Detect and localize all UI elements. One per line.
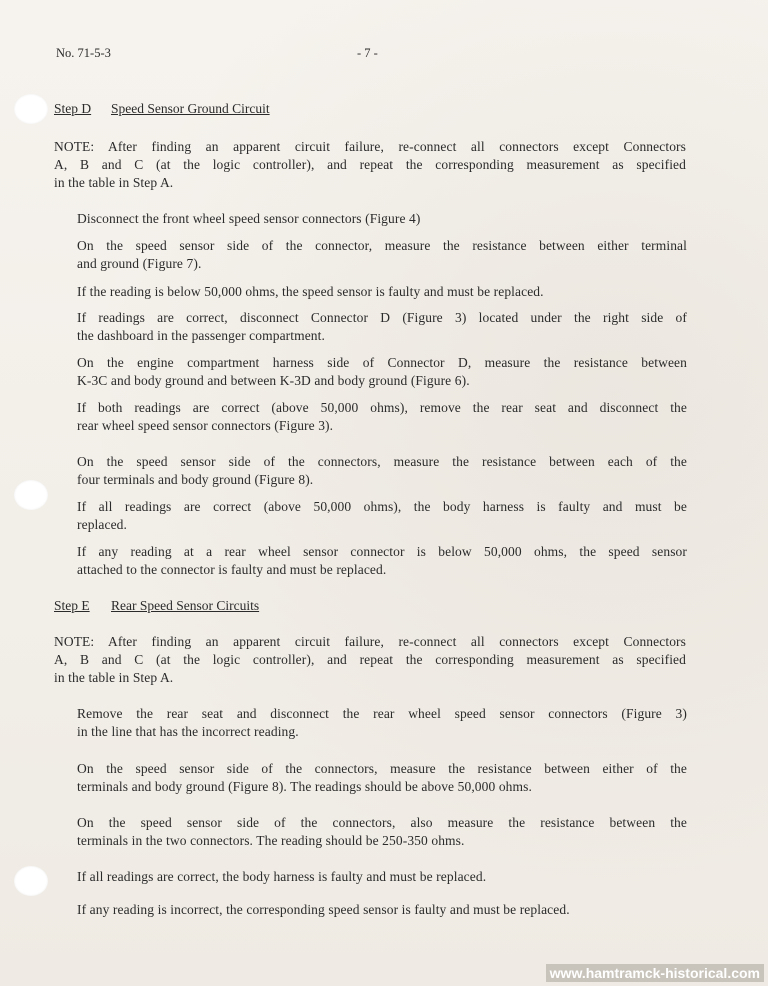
- punch-hole: [14, 866, 48, 896]
- step-d-paragraph: and ground (Figure 7).: [77, 256, 202, 271]
- step-d-paragraph: replaced.: [77, 517, 127, 532]
- step-e-paragraph: If any reading is incorrect, the corresponding speed sensor is faulty and must be replaced.: [77, 902, 570, 917]
- step-d-paragraph: If readings are correct, disconnect Connector D (Figure 3) located under the right side of: [77, 310, 687, 325]
- page-number: - 7 -: [357, 46, 378, 60]
- step-d-paragraph: the dashboard in the passenger compartment.: [77, 328, 325, 343]
- step-d-paragraph: four terminals and body ground (Figure 8).: [77, 472, 314, 487]
- step-d-paragraph: K-3C and body ground and between K-3D and body ground (Figure 6).: [77, 373, 470, 388]
- step-e-note-line: A, B and C (at the logic controller), and repeat the corresponding measurement as specified: [54, 652, 686, 667]
- punch-hole: [14, 94, 48, 124]
- step-e-paragraph: If all readings are correct, the body harness is faulty and must be replaced.: [77, 869, 487, 884]
- step-e-label: Step E: [54, 598, 90, 613]
- step-d-paragraph: Disconnect the front wheel speed sensor connectors (Figure 4): [77, 211, 421, 226]
- step-d-note-line: NOTE: After finding an apparent circuit failure, re-connect all connectors except Connectors: [54, 139, 686, 154]
- step-d-paragraph: On the speed sensor side of the connector, measure the resistance between either terminal: [77, 238, 687, 253]
- step-d-paragraph: rear wheel speed sensor connectors (Figure 3).: [77, 418, 334, 433]
- step-d-paragraph: If any reading at a rear wheel sensor connector is below 50,000 ohms, the speed sensor: [77, 544, 687, 559]
- step-e-paragraph: Remove the rear seat and disconnect the rear wheel speed sensor connectors (Figure 3): [77, 706, 687, 721]
- step-d-paragraph: If all readings are correct (above 50,000 ohms), the body harness is faulty and must be: [77, 499, 687, 514]
- step-d-paragraph: attached to the connector is faulty and must be replaced.: [77, 562, 387, 577]
- step-e-heading: [54, 598, 260, 614]
- step-d-label: Step D: [54, 101, 92, 116]
- step-d-paragraph: On the engine compartment harness side of Connector D, measure the resistance between: [77, 355, 687, 370]
- step-e-paragraph: in the line that has the incorrect reading.: [77, 724, 299, 739]
- website-watermark: www.hamtramck-historical.com: [546, 964, 764, 982]
- step-e-note-line: in the table in Step A.: [54, 670, 174, 685]
- step-e-paragraph: On the speed sensor side of the connectors, measure the resistance between either of the: [77, 761, 687, 776]
- step-d-note-line: A, B and C (at the logic controller), and repeat the corresponding measurement as specified: [54, 157, 686, 172]
- step-d-paragraph: If the reading is below 50,000 ohms, the speed sensor is faulty and must be replaced.: [77, 284, 544, 299]
- step-d-note-line: in the table in Step A.: [54, 175, 174, 190]
- step-d-title: Speed Sensor Ground Circuit: [111, 101, 270, 116]
- step-e-note-line: NOTE: After finding an apparent circuit failure, re-connect all connectors except Connectors: [54, 634, 686, 649]
- step-e-title: Rear Speed Sensor Circuits: [111, 598, 260, 613]
- document-number: No. 71-5-3: [56, 46, 111, 60]
- punch-hole: [14, 480, 48, 510]
- step-e-paragraph: terminals and body ground (Figure 8). The readings should be above 50,000 ohms.: [77, 779, 532, 794]
- step-d-paragraph: If both readings are correct (above 50,000 ohms), remove the rear seat and disconnect the: [77, 400, 687, 415]
- step-e-paragraph: terminals in the two connectors. The reading should be 250-350 ohms.: [77, 833, 465, 848]
- step-d-paragraph: On the speed sensor side of the connectors, measure the resistance between each of the: [77, 454, 687, 469]
- step-e-paragraph: On the speed sensor side of the connectors, also measure the resistance between the: [77, 815, 687, 830]
- step-d-heading: [54, 101, 270, 117]
